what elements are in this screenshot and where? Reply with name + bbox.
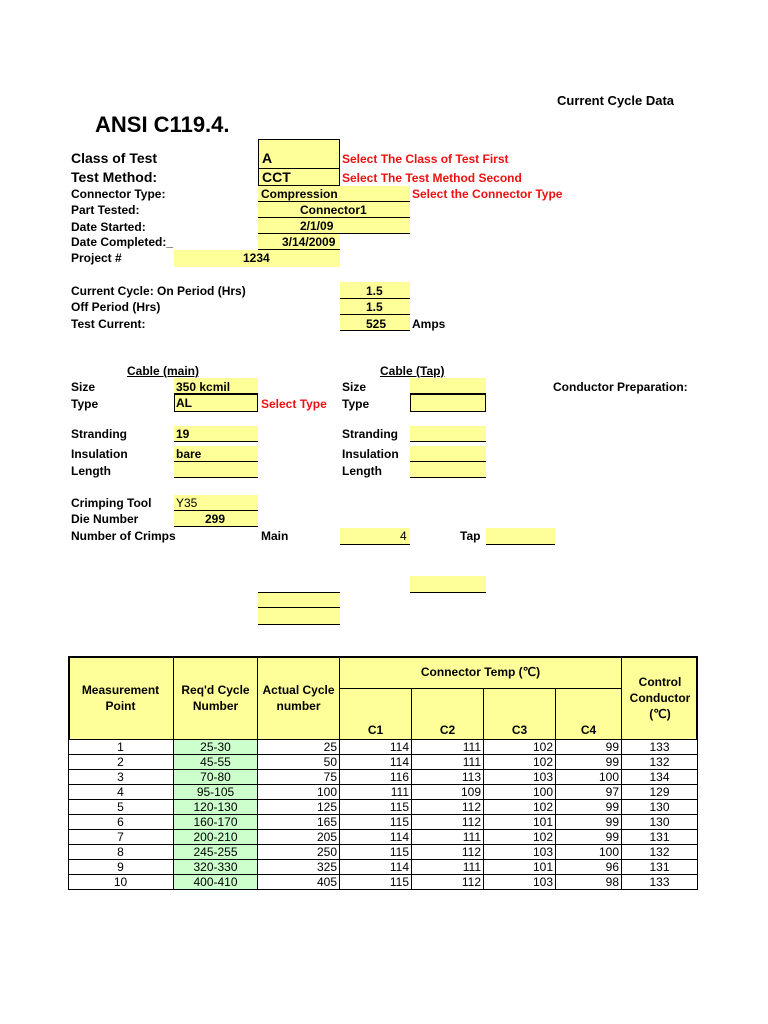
cell-req[interactable]: 160-170 (174, 815, 258, 830)
cable-main-length-cell[interactable] (174, 462, 258, 478)
cell-control[interactable]: 132 (622, 845, 697, 860)
test-method-hint: Select The Test Method Second (342, 171, 522, 185)
cable-tap-stranding-cell[interactable] (410, 426, 486, 442)
cable-main-type-value: AL (176, 396, 192, 410)
cell-c4[interactable]: 98 (556, 875, 622, 890)
extra-cell-3[interactable] (258, 608, 340, 625)
cell-c2[interactable]: 111 (412, 755, 484, 770)
cell-c4[interactable]: 99 (556, 755, 622, 770)
cable-tap-stranding-label: Stranding (342, 427, 398, 441)
cell-actual[interactable]: 205 (258, 830, 340, 845)
cable-main-size-label: Size (71, 380, 96, 394)
crimp-tool-value: Y35 (176, 496, 198, 510)
cell-req[interactable]: 95-105 (174, 785, 258, 800)
cable-main-stranding-value: 19 (176, 427, 190, 441)
cell-c1[interactable]: 114 (340, 830, 412, 845)
crimp-tap-label: Tap (460, 529, 481, 543)
cell-c3[interactable]: 103 (484, 875, 556, 890)
table-row (69, 860, 699, 875)
cell-req[interactable]: 45-55 (174, 755, 258, 770)
cell-req[interactable]: 400-410 (174, 875, 258, 890)
conductor-prep-label: Conductor Preparation: (553, 380, 688, 394)
cell-point[interactable]: 7 (68, 830, 174, 845)
header-c3: C3 (484, 689, 556, 740)
cell-c3[interactable]: 102 (484, 755, 556, 770)
extra-cell-1[interactable] (410, 576, 486, 593)
cell-c2[interactable]: 109 (412, 785, 484, 800)
cell-c1[interactable]: 115 (340, 800, 412, 815)
connector-type-hint: Select the Connector Type (412, 187, 563, 201)
cell-point[interactable]: 9 (68, 860, 174, 875)
project-label: Project # (71, 251, 122, 265)
cell-actual[interactable]: 325 (258, 860, 340, 875)
cell-c1[interactable]: 115 (340, 815, 412, 830)
test-method-value: CCT (262, 169, 291, 185)
standard-title: ANSI C119.4. (95, 112, 230, 137)
extra-cell-2[interactable] (258, 592, 340, 608)
cell-c3[interactable]: 102 (484, 740, 556, 755)
cable-tap-type-cell[interactable] (410, 394, 486, 412)
cell-req[interactable]: 25-30 (174, 740, 258, 755)
cell-c3[interactable]: 100 (484, 785, 556, 800)
cell-c1[interactable]: 115 (340, 875, 412, 890)
cell-req[interactable]: 120-130 (174, 800, 258, 815)
cable-tap-insulation-label: Insulation (342, 447, 399, 461)
cell-c3[interactable]: 103 (484, 770, 556, 785)
cell-point[interactable]: 1 (68, 740, 174, 755)
table-row (69, 845, 699, 860)
cell-actual[interactable]: 25 (258, 740, 340, 755)
cell-actual[interactable]: 405 (258, 875, 340, 890)
table-row (69, 740, 699, 755)
cell-c1[interactable]: 114 (340, 860, 412, 875)
test-current-label: Test Current: (71, 317, 146, 331)
crimp-tap-cell[interactable] (486, 528, 555, 545)
cell-c2[interactable]: 113 (412, 770, 484, 785)
table-row (69, 875, 699, 890)
header-c1: C1 (340, 689, 412, 740)
cable-main-insulation-label: Insulation (71, 447, 128, 461)
off-period-label: Off Period (Hrs) (71, 300, 161, 314)
cell-c1[interactable]: 115 (340, 845, 412, 860)
cell-c4[interactable]: 99 (556, 800, 622, 815)
connector-type-label: Connector Type: (71, 187, 166, 201)
cell-c1[interactable]: 116 (340, 770, 412, 785)
cell-actual[interactable]: 50 (258, 755, 340, 770)
cell-point[interactable]: 6 (68, 815, 174, 830)
cell-req[interactable]: 70-80 (174, 770, 258, 785)
cell-c2[interactable]: 111 (412, 860, 484, 875)
die-number-label: Die Number (71, 512, 139, 526)
table-row (69, 770, 699, 785)
cable-main-length-label: Length (71, 464, 111, 478)
cell-c3[interactable]: 103 (484, 845, 556, 860)
cell-point[interactable]: 10 (68, 875, 174, 890)
table-body (68, 740, 698, 890)
crimp-tool-label: Crimping Tool (71, 496, 152, 510)
cable-main-title: Cable (main) (127, 364, 200, 378)
crimp-main-value: 4 (400, 529, 407, 543)
cable-tap-insulation-cell[interactable] (410, 446, 486, 462)
cell-control[interactable]: 133 (622, 875, 697, 890)
cell-control[interactable]: 130 (622, 800, 697, 815)
off-period-value: 1.5 (366, 300, 383, 314)
cell-c4[interactable]: 96 (556, 860, 622, 875)
cell-c4[interactable]: 97 (556, 785, 622, 800)
cell-control[interactable]: 133 (622, 740, 697, 755)
die-number-value: 299 (205, 512, 226, 526)
cell-point[interactable]: 3 (68, 770, 174, 785)
num-crimps-label: Number of Crimps (71, 529, 176, 543)
cell-c2[interactable]: 112 (412, 845, 484, 860)
cell-c3[interactable]: 101 (484, 815, 556, 830)
cell-c3[interactable]: 102 (484, 830, 556, 845)
cell-actual[interactable]: 100 (258, 785, 340, 800)
cable-main-type-label: Type (71, 397, 99, 411)
cell-c1[interactable]: 114 (340, 740, 412, 755)
cell-control[interactable]: 134 (622, 770, 697, 785)
project-value: 1234 (243, 251, 270, 265)
cell-control[interactable]: 131 (622, 860, 697, 875)
part-tested-value: Connector1 (300, 203, 367, 217)
cell-point[interactable]: 5 (68, 800, 174, 815)
cell-c2[interactable]: 111 (412, 740, 484, 755)
on-period-label: Current Cycle: On Period (Hrs) (71, 284, 246, 298)
table-row (69, 785, 699, 800)
cell-point[interactable]: 8 (68, 845, 174, 860)
header-control-conductor: Control Conductor (℃) (622, 656, 698, 740)
on-period-value: 1.5 (366, 284, 383, 298)
cell-c1[interactable]: 111 (340, 785, 412, 800)
cell-control[interactable]: 132 (622, 755, 697, 770)
part-tested-label: Part Tested: (71, 203, 140, 217)
class-of-test-value: A (262, 150, 273, 166)
cell-actual[interactable]: 75 (258, 770, 340, 785)
table-row (69, 800, 699, 815)
test-current-unit: Amps (412, 317, 446, 331)
cell-req[interactable]: 245-255 (174, 845, 258, 860)
header-connector-temp: Connector Temp (℃) (340, 656, 622, 689)
page-title: Current Cycle Data (557, 93, 675, 108)
crimp-main-label: Main (261, 529, 289, 543)
cable-tap-type-label: Type (342, 397, 370, 411)
cell-point[interactable]: 4 (68, 785, 174, 800)
test-method-label: Test Method: (71, 169, 158, 185)
cell-actual[interactable]: 250 (258, 845, 340, 860)
cell-control[interactable]: 130 (622, 815, 697, 830)
cable-tap-length-cell[interactable] (410, 462, 486, 478)
cable-main-insulation-value: bare (176, 447, 202, 461)
cell-c4[interactable]: 100 (556, 845, 622, 860)
cell-c2[interactable]: 112 (412, 875, 484, 890)
cable-main-stranding-label: Stranding (71, 427, 127, 441)
cell-point[interactable]: 2 (68, 755, 174, 770)
cell-actual[interactable]: 125 (258, 800, 340, 815)
date-started-label: Date Started: (71, 220, 146, 234)
header-actual-cycle: Actual Cycle number (258, 656, 340, 740)
header-c2: C2 (412, 689, 484, 740)
test-current-value: 525 (366, 317, 387, 331)
class-of-test-hint: Select The Class of Test First (342, 152, 509, 166)
cell-c1[interactable]: 114 (340, 755, 412, 770)
cell-c3[interactable]: 101 (484, 860, 556, 875)
cell-c2[interactable]: 111 (412, 830, 484, 845)
table-row (69, 815, 699, 830)
cable-tap-size-cell[interactable] (410, 378, 486, 394)
header-c4: C4 (556, 689, 622, 740)
date-completed-label: Date Completed:_ (71, 235, 174, 249)
cell-control[interactable]: 129 (622, 785, 697, 800)
table-row (69, 830, 699, 845)
date-started-value: 2/1/09 (300, 219, 334, 233)
cable-tap-size-label: Size (342, 380, 367, 394)
cable-main-size-value: 350 kcmil (176, 380, 231, 394)
cell-c4[interactable]: 99 (556, 740, 622, 755)
cell-c3[interactable]: 102 (484, 800, 556, 815)
cable-tap-title: Cable (Tap) (380, 364, 445, 378)
cell-c2[interactable]: 112 (412, 815, 484, 830)
cell-c2[interactable]: 112 (412, 800, 484, 815)
class-of-test-label: Class of Test (71, 150, 158, 166)
cell-req[interactable]: 200-210 (174, 830, 258, 845)
date-started-cell[interactable] (258, 218, 410, 234)
date-completed-value: 3/14/2009 (282, 235, 336, 249)
header-reqd-cycle: Req'd Cycle Number (174, 656, 258, 740)
cell-c4[interactable]: 100 (556, 770, 622, 785)
cell-actual[interactable]: 165 (258, 815, 340, 830)
connector-type-value: Compression (261, 187, 338, 201)
table-row (69, 755, 699, 770)
header-measurement-point: Measurement Point (68, 656, 174, 740)
cell-c4[interactable]: 99 (556, 815, 622, 830)
cell-c4[interactable]: 99 (556, 830, 622, 845)
cell-control[interactable]: 131 (622, 830, 697, 845)
cable-tap-length-label: Length (342, 464, 382, 478)
cable-main-type-hint: Select Type (261, 397, 327, 411)
cell-req[interactable]: 320-330 (174, 860, 258, 875)
